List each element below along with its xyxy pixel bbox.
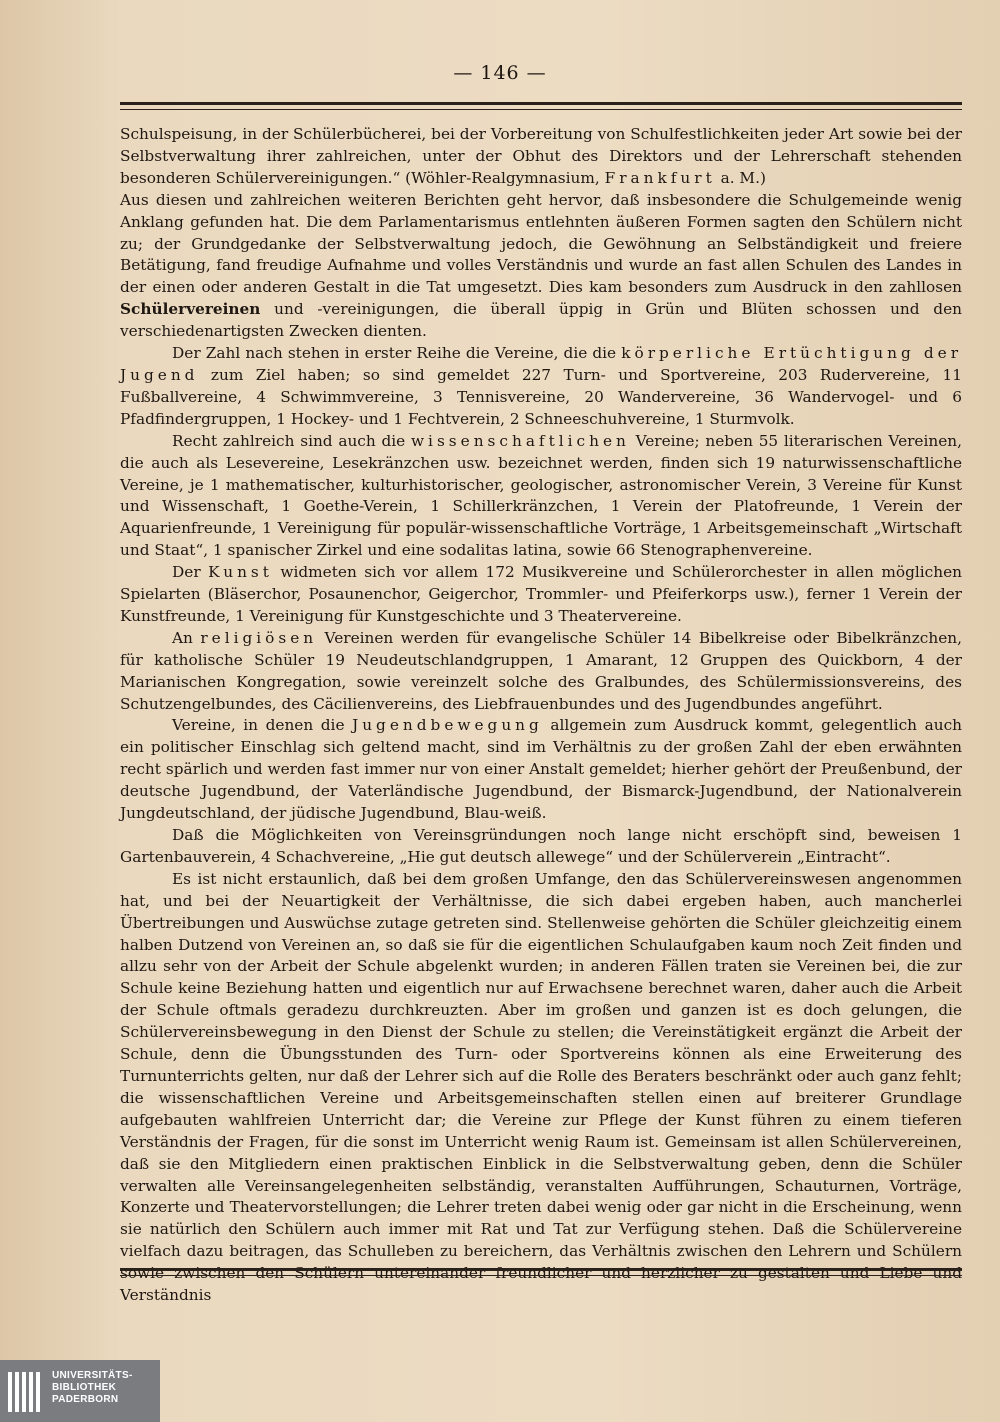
bottom-double-rule	[120, 1268, 962, 1276]
paragraph-text: Vereine, in denen die	[172, 716, 353, 735]
paragraph	[120, 431, 962, 562]
paragraph-text: Es ist nicht erstaunlich, daß bei dem großen Umfange, den das Schülervereinswesen angenommen hat, und bei der Neuartigkeit der Verhältnisse, die sich dabei ergeben haben, auch mancherlei Übertreibungen und Auswüchse zutage getreten sind. Stellenweise gehörten die Schüler gleichzeitig einem halben Dutzend von Vereinen an, so daß sie für die eigentlichen Schulaufgaben kaum noch Zeit finden und allzu sehr von der Arbeit der Schule abgelenkt wurden; in anderen Fällen traten sie Vereinen bei, die zur Schule keine Beziehung hatten und eigentlich nur auf Erwachsene berechnet waren, daher auch die Arbeit der Schule oftmals geradezu durchkreuzten. Aber im großen und ganzen ist es doch gelungen, die Schülervereinsbewegung in den Dienst der Schule zu stellen; die Vereinstätigkeit ergänzt die Arbeit der Schule, denn die Übungsstunden des Turn- oder Sportvereins können als eine Erweiterung des Turnunterrichts gelten, nur daß der Lehrer sich auf die Rolle des Beraters beschränkt oder auch ganz fehlt; die wissenschaftlichen Vereine und Arbeitsgemeinschaften stellen einen auf breiterer Grundlage aufgebauten wahlfreien Unterricht dar; die Vereine zur Pflege der Kunst führen zu einem tieferen Verständnis der Fragen, für die sonst im Unterricht wenig Raum ist. Gemeinsam ist allen Schülervereinen, daß sie den Mitgliedern einen praktischen Einblick in die Selbstverwaltung geben, denn die Schüler verwalten alle Vereinsangelegenheiten selbständig, veranstalten Aufführungen, Schauturnen, Vorträge, Konzerte und Theatervorstellungen; die Lehrer treten dabei wenig oder gar nicht in die Erscheinung, wenn sie natürlich den Schülern auch immer mit Rat und Tat zur Verfügung stehen. Daß die Schülervereine vielfach dazu beitragen, das Schulleben zu bereichern, das Verhältnis zwischen den Lehrern und Schülern sowie zwischen den Schülern untereinander freundlicher und herzlicher zu gestalten und Liebe und Verständnis	[120, 869, 962, 1305]
top-double-rule	[120, 102, 962, 110]
spaced-emphasis-text: religiösen	[200, 628, 318, 647]
paragraph	[120, 562, 962, 628]
paragraph-text: Daß die Möglichkeiten von Vereinsgründungen noch lange nicht erschöpft sind, beweisen 1 Gartenbauverein, 4 Schachvereine, „Hie gut deutsch allewege“ und der Schülerverein „Eintracht“.	[120, 826, 962, 866]
paragraph	[120, 628, 962, 716]
paragraph-text: a. M.)	[715, 168, 766, 187]
paragraph-text: Der	[172, 563, 209, 582]
body-text	[120, 124, 962, 1307]
paragraph-text: Schulspeisung, in der Schülerbücherei, bei der Vorbereitung von Schulfestlichkeiten jeder Art sowie bei der Selbstverwaltung ihrer zahlreichen, unter der Obhut des Direktors und der Lehrerschaft stehenden besonderen Schülervereinigungen.“ (Wöhler-Realgymnasium,	[120, 125, 962, 187]
paragraph	[120, 869, 962, 1307]
spaced-emphasis-text: Kunst	[208, 563, 273, 582]
logo-line-1: UNIVERSITÄTS-	[52, 1370, 133, 1381]
paragraph-text: widmeten sich vor allem 172 Musikvereine und Schülerorchester in allen möglichen Spielarten (Bläserchor, Posaunenchor, Geigerchor, Trommler- und Pfeiferkorps usw.), ferner 1 Verein der Kunstfreunde, 1 Vereinigung für Kunstgeschichte und 3 Theatervereine.	[120, 563, 962, 625]
bold-emphasis-text: Schülervereinen	[120, 300, 261, 319]
paragraph-text: Vereinen werden für evangelische Schüler 14 Bibelkreise oder Bibelkränzchen, für katholische Schüler 19 Neudeutschlandgruppen, 1 Amarant, 12 Gruppen des Quickborn, 4 der Marianischen Kongregation, sowie vereinzelt solche des Gralbundes, des Schülermissionsvereins, des Schutzengelbundes, des Cäcilienvereins, des Liebfrauenbundes und des Jugendbundes angeführt.	[120, 628, 962, 713]
paragraph-text: Vereine; neben 55 literarischen Vereinen, die auch als Lesevereine, Lesekränzchen usw. bezeichnet werden, finden sich 19 naturwissenschaftliche Vereine, je 1 mathematischer, kulturhistorischer, geologischer, astronomischer Verein, 3 Vereine für Kunst und Wissenschaft, 1 Goethe-Verein, 1 Schillerkränzchen, 1 Verein der Platofreunde, 1 Verein der Aquarienfreunde, 1 Vereinigung für populär-wissenschaftliche Vorträge, 1 Arbeitsgemeinschaft „Wirtschaft und Staat“, 1 spanischer Zirkel und eine sodalitas latina, sowie 66 Stenographenvereine.	[120, 431, 962, 560]
library-logo	[0, 1360, 160, 1422]
paragraph-text: Recht zahlreich sind auch die	[172, 431, 411, 450]
paragraph	[120, 190, 962, 343]
spaced-emphasis-text: Jugendbewegung	[352, 716, 543, 735]
paragraph-text: allgemein zum Ausdruck kommt, gelegentlich auch ein politischer Einschlag sich geltend macht, sind im Verhältnis zu der großen Zahl der eben erwähnten recht spärlich und werden fast immer nur von einer Anstalt gemeldet; hierher gehört der Preußenbund, der deutsche Jugendbund, der Vaterländische Jugendbund, der Bismarck-Jugendbund, der Nationalverein Jungdeutschland, der jüdische Jugendbund, Blau-weiß.	[120, 716, 962, 823]
paragraph-text: und -vereinigungen, die überall üppig in Grün und Blüten schossen und den verschiedenartigsten Zwecken dienten.	[120, 300, 962, 341]
page-number: — 146 —	[453, 62, 547, 84]
spaced-emphasis-text: wissenschaftlichen	[410, 431, 630, 450]
paragraph-text: Aus diesen und zahlreichen weiteren Berichten geht hervor, daß insbesondere die Schulgemeinde wenig Anklang gefunden hat. Die dem Parlamentarismus entlehnten äußeren Formen sagten den Schülern nicht zu; der Grundgedanke der Selbstverwaltung jedoch, die Gewöhnung an Selbständigkeit und freiere Betätigung, fand freudige Aufnahme und volles Verständnis und wurde an fast allen Schulen des Landes in der einen oder anderen Gestalt in die Tat umgesetzt. Dies kam besonders zum Ausdruck in den zahllosen	[120, 190, 962, 297]
library-logo-icon	[6, 1368, 46, 1416]
paragraph-text: An	[172, 628, 201, 647]
spaced-emphasis-text: körperliche Ertüchtigung der Jugend	[120, 344, 963, 384]
paragraph-text: Der Zahl nach stehen in erster Reihe die Vereine, die die	[172, 344, 622, 363]
paragraph	[120, 343, 962, 431]
logo-line-2: BIBLIOTHEK	[52, 1382, 117, 1393]
paragraph-text: zum Ziel haben; so sind gemeldet 227 Turn- und Sportvereine, 203 Rudervereine, 11 Fußballvereine, 4 Schwimmvereine, 3 Tennisvereine, 20 Wandervereine, 36 Wandervogel- und 6 Pfadfindergruppen, 1 Hockey- und 1 Fechtverein, 2 Schneeschuhvereine, 1 Sturmvolk.	[120, 365, 962, 428]
paragraph	[120, 715, 962, 825]
logo-line-3: PADERBORN	[52, 1394, 119, 1405]
spaced-emphasis-text: Frankfurt	[604, 168, 716, 187]
paragraph	[120, 124, 962, 190]
paragraph	[120, 825, 962, 869]
